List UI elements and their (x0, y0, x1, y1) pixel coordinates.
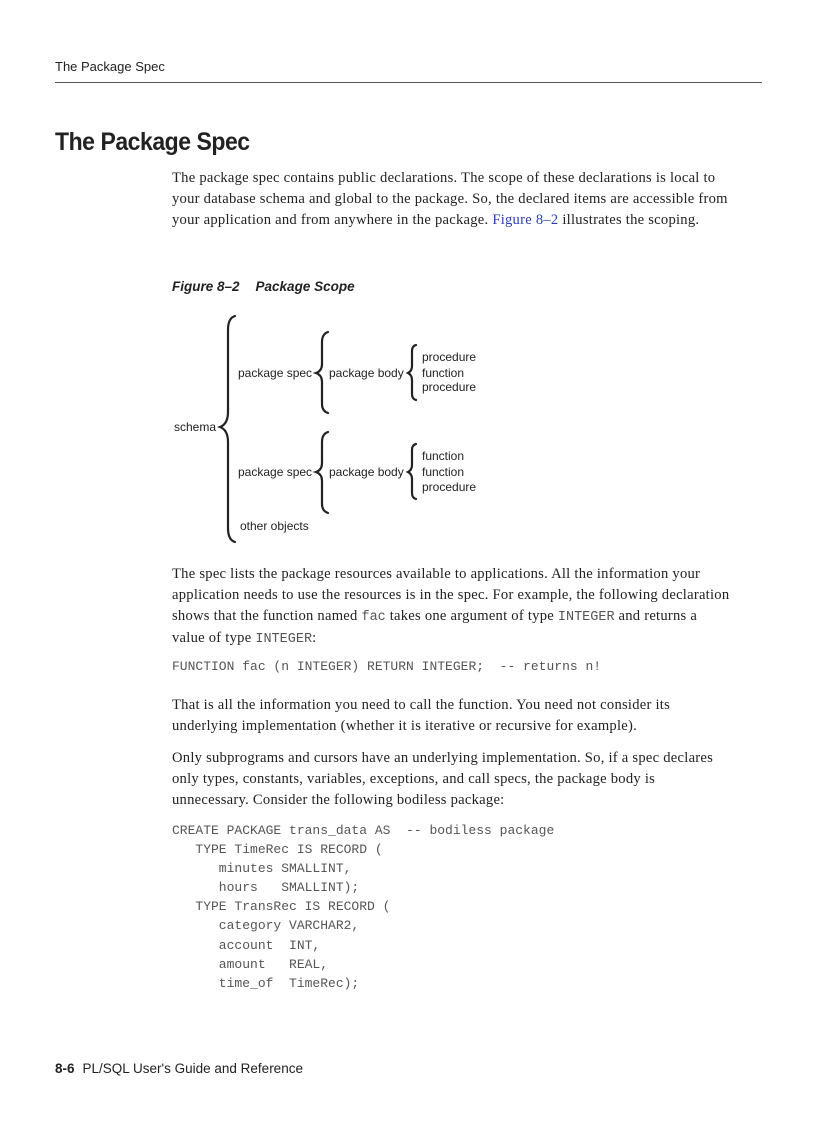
body2-item: procedure (422, 480, 477, 494)
body1-item: function (422, 366, 465, 380)
schema-brace (220, 316, 235, 542)
package-spec-label: package spec (238, 465, 313, 479)
figure-label: Figure 8–2 (172, 279, 240, 294)
body2-item: function (422, 449, 465, 463)
bodiless-paragraph: Only subprograms and cursors have an underlying implementation. So, if a spec declares only types, constants, variables, exceptions, and call specs, the package body is unnecessary. Consider the following bodiless package: (172, 750, 714, 808)
code-example-function: FUNCTION fac (n INTEGER) RETURN INTEGER; -- returns n! (172, 659, 602, 674)
intro-text-end: illustrates the scoping. (558, 212, 700, 228)
figure-title: Package Scope (255, 279, 355, 294)
spec-text: takes one argument of type (385, 608, 558, 624)
package-body-label: package body (329, 465, 404, 479)
spec-text: and returns a value of type (172, 608, 698, 646)
other-objects-label: other objects (240, 519, 309, 533)
page-number: 8-6 (55, 1061, 75, 1076)
body1-brace (408, 345, 416, 400)
inline-code-integer: INTEGER (557, 610, 615, 625)
body1-item: procedure (422, 350, 477, 364)
body2-brace (408, 444, 416, 499)
intro-text: The package spec contains public declarations. The scope of these declarations is local to your database schema and global to the package. So, the declared items are accessible from your application and from anywhere in the package. (172, 170, 728, 228)
running-header: The Package Spec (55, 59, 165, 74)
spec-text: : (312, 630, 317, 646)
package-spec-label: package spec (238, 366, 313, 380)
inline-code-integer: INTEGER (255, 632, 313, 647)
schema-label: schema (174, 420, 217, 434)
package-body-label: package body (329, 366, 404, 380)
spec2-brace (316, 432, 328, 513)
book-title: PL/SQL User's Guide and Reference (82, 1061, 303, 1076)
page-title: The Package Spec (55, 128, 250, 156)
code-example-package: CREATE PACKAGE trans_data AS -- bodiless package TYPE TimeRec IS RECORD ( minutes SMALLINT, hours SMALLINT); TYPE TransRec IS RECORD ( category VARCHAR2, account INT, amount REAL, time_of TimeRec); (172, 823, 555, 991)
spec-text: The spec lists the package resources available to applications. All the information your application needs to use the resources is in the spec. For example, the following declaration shows that the function named (172, 566, 730, 624)
spec1-brace (316, 332, 328, 413)
implementation-paragraph: That is all the information you need to call the function. You need not consider its underlying implementation (whether it is iterative or recursive for example). (172, 697, 671, 734)
inline-code-fac: fac (361, 610, 386, 625)
page-footer (55, 1061, 303, 1076)
figure-link[interactable]: Figure 8–2 (492, 212, 559, 228)
body1-item: procedure (422, 380, 477, 394)
body2-item: function (422, 465, 465, 479)
spec-paragraph (172, 564, 732, 650)
